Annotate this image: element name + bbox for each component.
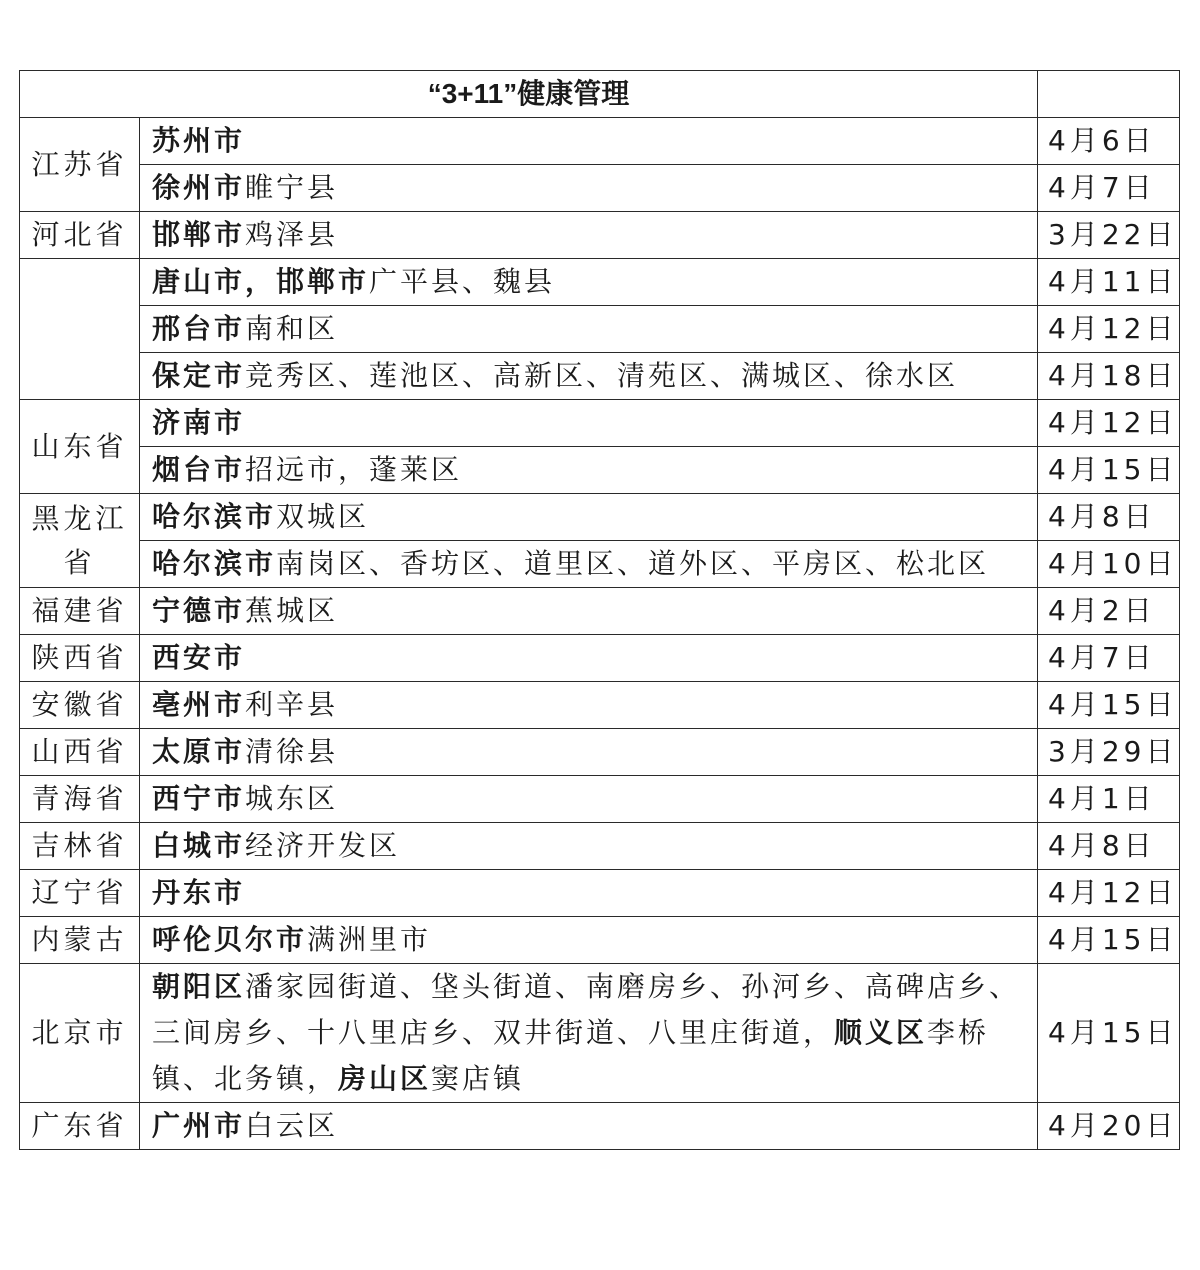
table-row (20, 494, 1180, 541)
district-names: 竞秀区、莲池区、高新区、清苑区、满城区、徐水区 (245, 359, 959, 392)
city-name: 济南市 (152, 406, 246, 439)
area-cell (140, 1103, 1038, 1150)
date-cell: 4月12日 (1038, 306, 1180, 353)
city-name: 顺义区 (834, 1016, 928, 1049)
district-names: 双城区 (276, 500, 370, 533)
table-row (20, 165, 1180, 212)
area-cell (140, 494, 1038, 541)
table-body (20, 118, 1180, 1150)
table-row (20, 259, 1180, 306)
province-cell: 北京市 (20, 964, 140, 1103)
province-cell: 黑龙江省 (20, 494, 140, 588)
table-row (20, 541, 1180, 588)
table-row (20, 1103, 1180, 1150)
date-cell: 4月11日 (1038, 259, 1180, 306)
district-names: 睢宁县 (245, 171, 339, 204)
province-cell: 陕西省 (20, 635, 140, 682)
district-names: 南岗区、香坊区、道里区、道外区、平房区、松北区 (276, 547, 990, 580)
area-cell (140, 682, 1038, 729)
area-cell (140, 353, 1038, 400)
date-cell: 4月8日 (1038, 823, 1180, 870)
date-cell: 4月7日 (1038, 635, 1180, 682)
district-names: 招远市，蓬莱区 (245, 453, 463, 486)
district-names: 潘家园街道、垡头街道、南磨房乡、孙河乡、高碑店乡、三间房乡、十八里店乡、双井街道、八里庄街道， (152, 970, 1021, 1049)
table-row (20, 588, 1180, 635)
province-cell (20, 259, 140, 400)
table-row (20, 353, 1180, 400)
table-row (20, 400, 1180, 447)
table-row (20, 118, 1180, 165)
city-name: 哈尔滨市 (152, 500, 277, 533)
date-cell: 4月15日 (1038, 917, 1180, 964)
city-name: 徐州市 (152, 171, 246, 204)
district-names: 经济开发区 (245, 829, 401, 862)
health-management-table (19, 70, 1180, 1150)
date-cell: 4月20日 (1038, 1103, 1180, 1150)
city-name: 白城市 (152, 829, 246, 862)
city-name: 朝阳区 (152, 970, 246, 1003)
date-cell: 4月6日 (1038, 118, 1180, 165)
province-cell: 青海省 (20, 776, 140, 823)
area-cell (140, 541, 1038, 588)
date-cell: 4月7日 (1038, 165, 1180, 212)
city-name: 丹东市 (152, 876, 246, 909)
area-cell (140, 259, 1038, 306)
area-cell (140, 165, 1038, 212)
city-name: 哈尔滨市 (152, 547, 277, 580)
table-row (20, 870, 1180, 917)
table-row (20, 776, 1180, 823)
district-names: 满洲里市 (307, 923, 432, 956)
city-name: 唐山市，邯郸市 (152, 265, 370, 298)
city-name: 邢台市 (152, 312, 246, 345)
city-name: 宁德市 (152, 594, 246, 627)
district-names: 鸡泽县 (245, 218, 339, 251)
district-names: 清徐县 (245, 735, 339, 768)
date-cell: 4月15日 (1038, 682, 1180, 729)
table-title-date (1038, 71, 1180, 118)
district-names: 白云区 (245, 1109, 339, 1142)
health-management-sheet (19, 70, 1179, 1150)
city-name: 呼伦贝尔市 (152, 923, 308, 956)
province-cell: 山西省 (20, 729, 140, 776)
district-names: 南和区 (245, 312, 339, 345)
area-cell (140, 729, 1038, 776)
table-row (20, 729, 1180, 776)
table-row (20, 823, 1180, 870)
date-cell: 4月15日 (1038, 447, 1180, 494)
city-name: 西安市 (152, 641, 246, 674)
date-cell: 4月1日 (1038, 776, 1180, 823)
area-cell (140, 306, 1038, 353)
district-names: 广平县、魏县 (369, 265, 556, 298)
city-name: 亳州市 (152, 688, 246, 721)
table-row (20, 964, 1180, 1103)
area-cell (140, 635, 1038, 682)
date-cell: 3月29日 (1038, 729, 1180, 776)
province-cell: 福建省 (20, 588, 140, 635)
area-cell (140, 212, 1038, 259)
city-name: 太原市 (152, 735, 246, 768)
district-names: 城东区 (245, 782, 339, 815)
district-names: 利辛县 (245, 688, 339, 721)
table-row (20, 306, 1180, 353)
province-cell: 内蒙古 (20, 917, 140, 964)
area-cell (140, 776, 1038, 823)
area-cell (140, 870, 1038, 917)
city-name: 西宁市 (152, 782, 246, 815)
table-row (20, 682, 1180, 729)
date-cell: 4月10日 (1038, 541, 1180, 588)
area-cell (140, 917, 1038, 964)
area-cell (140, 118, 1038, 165)
province-cell: 广东省 (20, 1103, 140, 1150)
area-cell (140, 964, 1038, 1103)
city-name: 保定市 (152, 359, 246, 392)
province-cell: 辽宁省 (20, 870, 140, 917)
district-names: 窦店镇 (431, 1062, 525, 1095)
city-name: 广州市 (152, 1109, 246, 1142)
district-names: 李桥镇、北务镇， (152, 1016, 990, 1095)
province-cell: 江苏省 (20, 118, 140, 212)
date-cell: 4月18日 (1038, 353, 1180, 400)
table-row (20, 212, 1180, 259)
date-cell: 4月8日 (1038, 494, 1180, 541)
table-row (20, 917, 1180, 964)
area-cell (140, 588, 1038, 635)
table-title: “3+11”健康管理 (20, 71, 1038, 118)
date-cell: 3月22日 (1038, 212, 1180, 259)
date-cell: 4月12日 (1038, 400, 1180, 447)
area-cell (140, 447, 1038, 494)
district-names: 蕉城区 (245, 594, 339, 627)
province-cell: 吉林省 (20, 823, 140, 870)
province-cell: 安徽省 (20, 682, 140, 729)
date-cell: 4月12日 (1038, 870, 1180, 917)
city-name: 烟台市 (152, 453, 246, 486)
area-cell (140, 400, 1038, 447)
area-cell (140, 823, 1038, 870)
date-cell: 4月15日 (1038, 964, 1180, 1103)
province-cell: 山东省 (20, 400, 140, 494)
city-name: 房山区 (338, 1062, 432, 1095)
date-cell: 4月2日 (1038, 588, 1180, 635)
province-cell: 河北省 (20, 212, 140, 259)
city-name: 邯郸市 (152, 218, 246, 251)
city-name: 苏州市 (152, 124, 246, 157)
table-row (20, 447, 1180, 494)
table-row (20, 635, 1180, 682)
